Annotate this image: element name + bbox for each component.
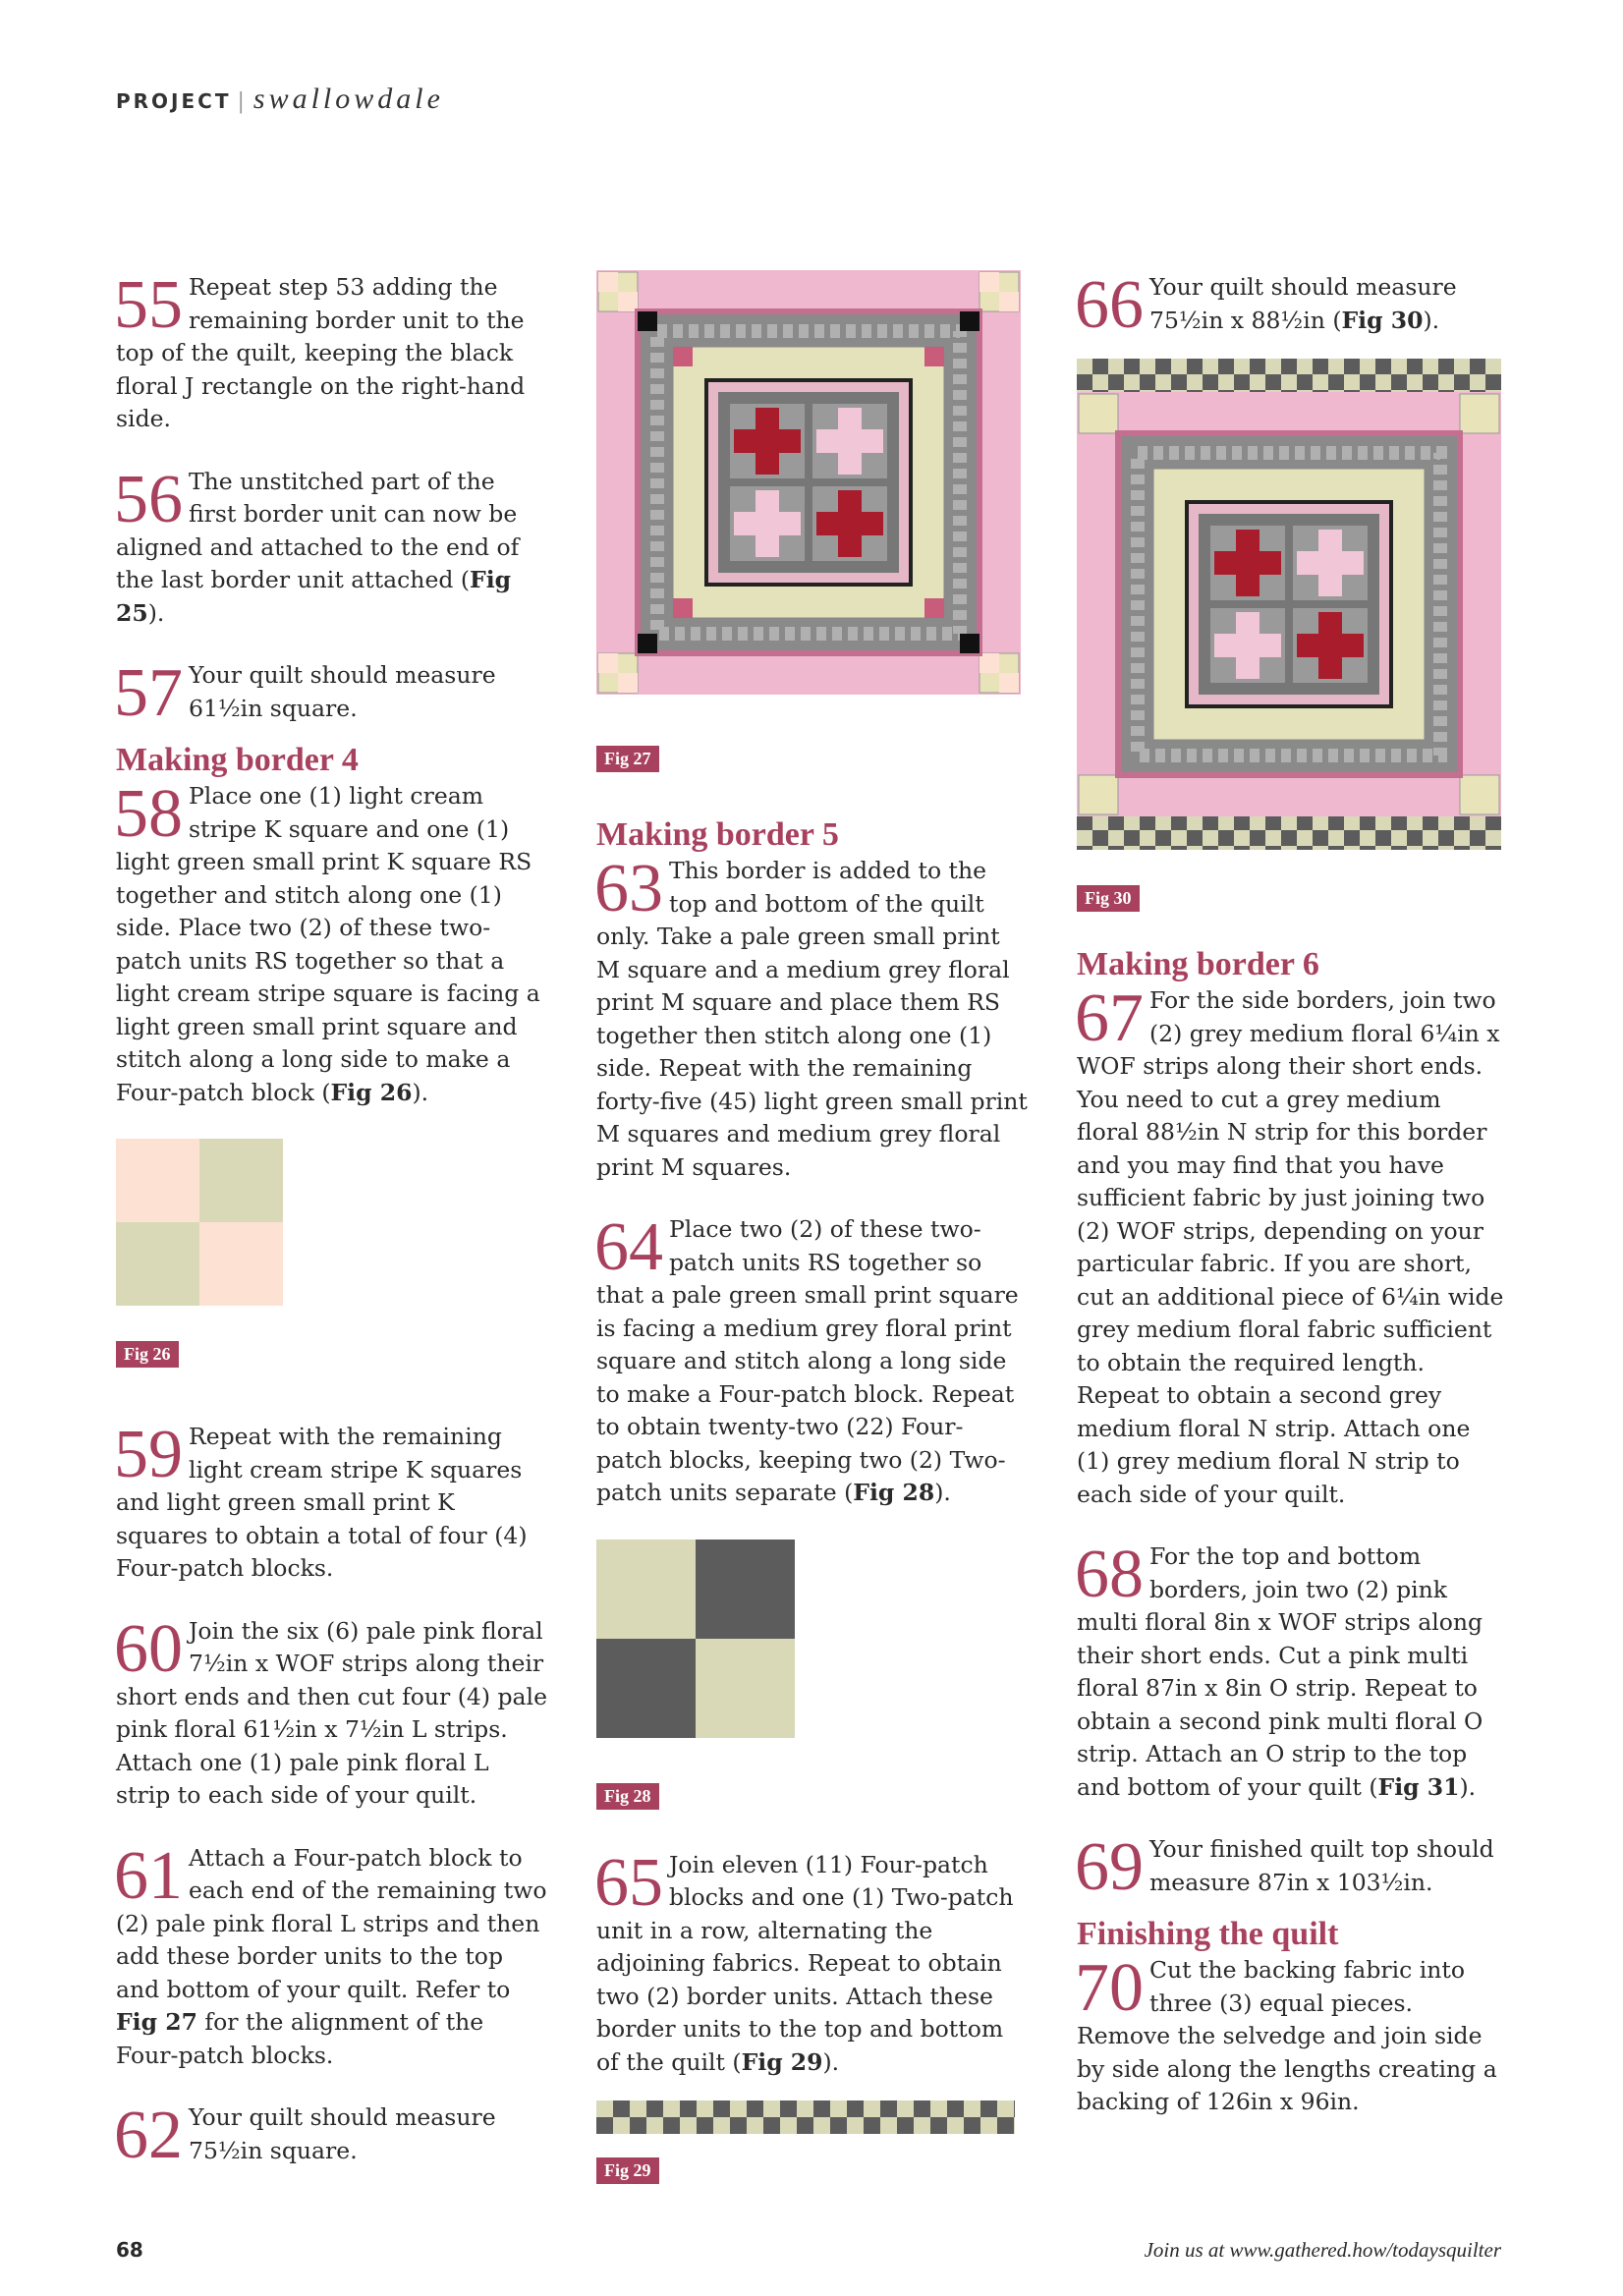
step-65: 65 Join eleven (11) Four-patch blocks and one (1) Two-patch unit in a row, alternating the adjoining fabrics. Repeat to obtain two (2) border units. Attach these border units to the top and bottom of the quilt (Fig 29).: [594, 1844, 1014, 2076]
step-70: 70 Cut the backing fabric into three (3) equal pieces. Remove the selvedge and join side by side along the lengths creating a backing of 126in x 96in.: [1075, 1950, 1497, 2115]
column-2: [596, 270, 1029, 2184]
fig29-label: Fig 29: [596, 2157, 659, 2184]
step-66: 66 Your quilt should measure 75½in x 88½in (Fig 30).: [1075, 267, 1457, 343]
step-60: 60 Join the six (6) pale pink floral 7½in x WOF strips along their short ends and then cut four (4) pale pink floral 61½in x 7½in L strips. Attach one (1) pale pink floral L strip to each side of your quilt.: [114, 1610, 547, 1809]
column-1: [114, 267, 548, 2197]
heading-border-4: Making border 4: [116, 742, 359, 778]
step-58: 58 Place one (1) light cream stripe K square and one (1) light green small print K square RS together and stitch along one (1) side. Place two (2) of these two-patch units RS together so that a light cream stripe square is facing a light green small print square and stitch along a long side to make a Four-patch block (Fig 26).: [114, 776, 540, 1106]
footer-url: Join us at www.gathered.how/todaysquilter: [1144, 2238, 1501, 2262]
fig29-border-strip: [596, 2100, 1015, 2134]
section-label: PROJECT: [116, 89, 232, 113]
fig26-four-patch: [116, 1139, 283, 1306]
column-3: [1075, 267, 1509, 2149]
fig28-label: Fig 28: [596, 1783, 659, 1810]
fig27-label: Fig 27: [596, 746, 659, 772]
fig26-label: Fig 26: [116, 1341, 179, 1368]
fig27-quilt-diagram: [596, 270, 1021, 695]
step-61: 61 Attach a Four-patch block to each end of the remaining two (2) pale pink floral L strips and then add these border units to the top and bottom of your quilt. Refer to Fig 27 for the alignment of the Four-patch blocks.: [114, 1837, 547, 2069]
step-69: 69 Your finished quilt top should measure 87in x 103½in.: [1075, 1829, 1494, 1905]
step-56: 56 The unstitched part of the first border unit can now be aligned and attached to the end of the last border unit attached (Fig 25).: [114, 461, 520, 627]
fig30-quilt-diagram: [1077, 359, 1501, 850]
page-header: PROJECT | swallowdale: [116, 83, 444, 115]
fig28-four-patch: [596, 1540, 795, 1738]
step-62: 62 Your quilt should measure 75½in square.: [114, 2098, 496, 2173]
page-number: 68: [116, 2238, 143, 2262]
step-64: 64 Place two (2) of these two-patch units RS together so that a pale green small print square is facing a medium grey floral print square and stitch along a long side to make a Four-patch block. Repeat to obtain twenty-two (22) Four-patch blocks, keeping two (2) Two-patch units separate (Fig 28).: [594, 1209, 1019, 1506]
heading-border-6: Making border 6: [1077, 946, 1319, 982]
fig30-label: Fig 30: [1077, 885, 1140, 912]
heading-border-5: Making border 5: [596, 816, 839, 853]
step-67: 67 For the side borders, join two (2) grey medium floral 6¼in x WOF strips along their short ends. You need to cut a grey medium floral 88½in N strip for this border and you may find that you have sufficient fabric by just joining two (2) WOF strips, depending on your particular fabric. If you are short, cut an additional piece of 6¼in wide grey medium floral fabric sufficient to obtain the required length. Repeat to obtain a second grey medium floral N strip. Attach one (1) grey medium floral N strip to each side of your quilt.: [1075, 980, 1504, 1508]
step-55: 55 Repeat step 53 adding the remaining border unit to the top of the quilt, keeping the black floral J rectangle on the right-hand side.: [114, 267, 526, 432]
step-59: 59 Repeat with the remaining light cream stripe K squares and light green small print K squares to obtain a total of four (4) Four-patch blocks.: [114, 1417, 528, 1582]
step-68: 68 For the top and bottom borders, join two (2) pink multi floral 8in x WOF strips along their short ends. Cut a pink multi floral 87in x 8in O strip. Repeat to obtain a second pink multi floral O strip. Attach an O strip to the top and bottom of your quilt (Fig 31).: [1075, 1537, 1483, 1801]
step-57: 57 Your quilt should measure 61½in square.: [114, 655, 496, 731]
step-63: 63 This border is added to the top and bottom of the quilt only. Take a pale green small print M square and a medium grey floral print M square and place them RS together then stitch along one (1) side. Repeat with the remaining forty-five (45) light green small print M squares and medium grey floral print M squares.: [594, 851, 1028, 1181]
heading-finishing: Finishing the quilt: [1077, 1916, 1339, 1952]
project-title: swallowdale: [252, 83, 444, 115]
